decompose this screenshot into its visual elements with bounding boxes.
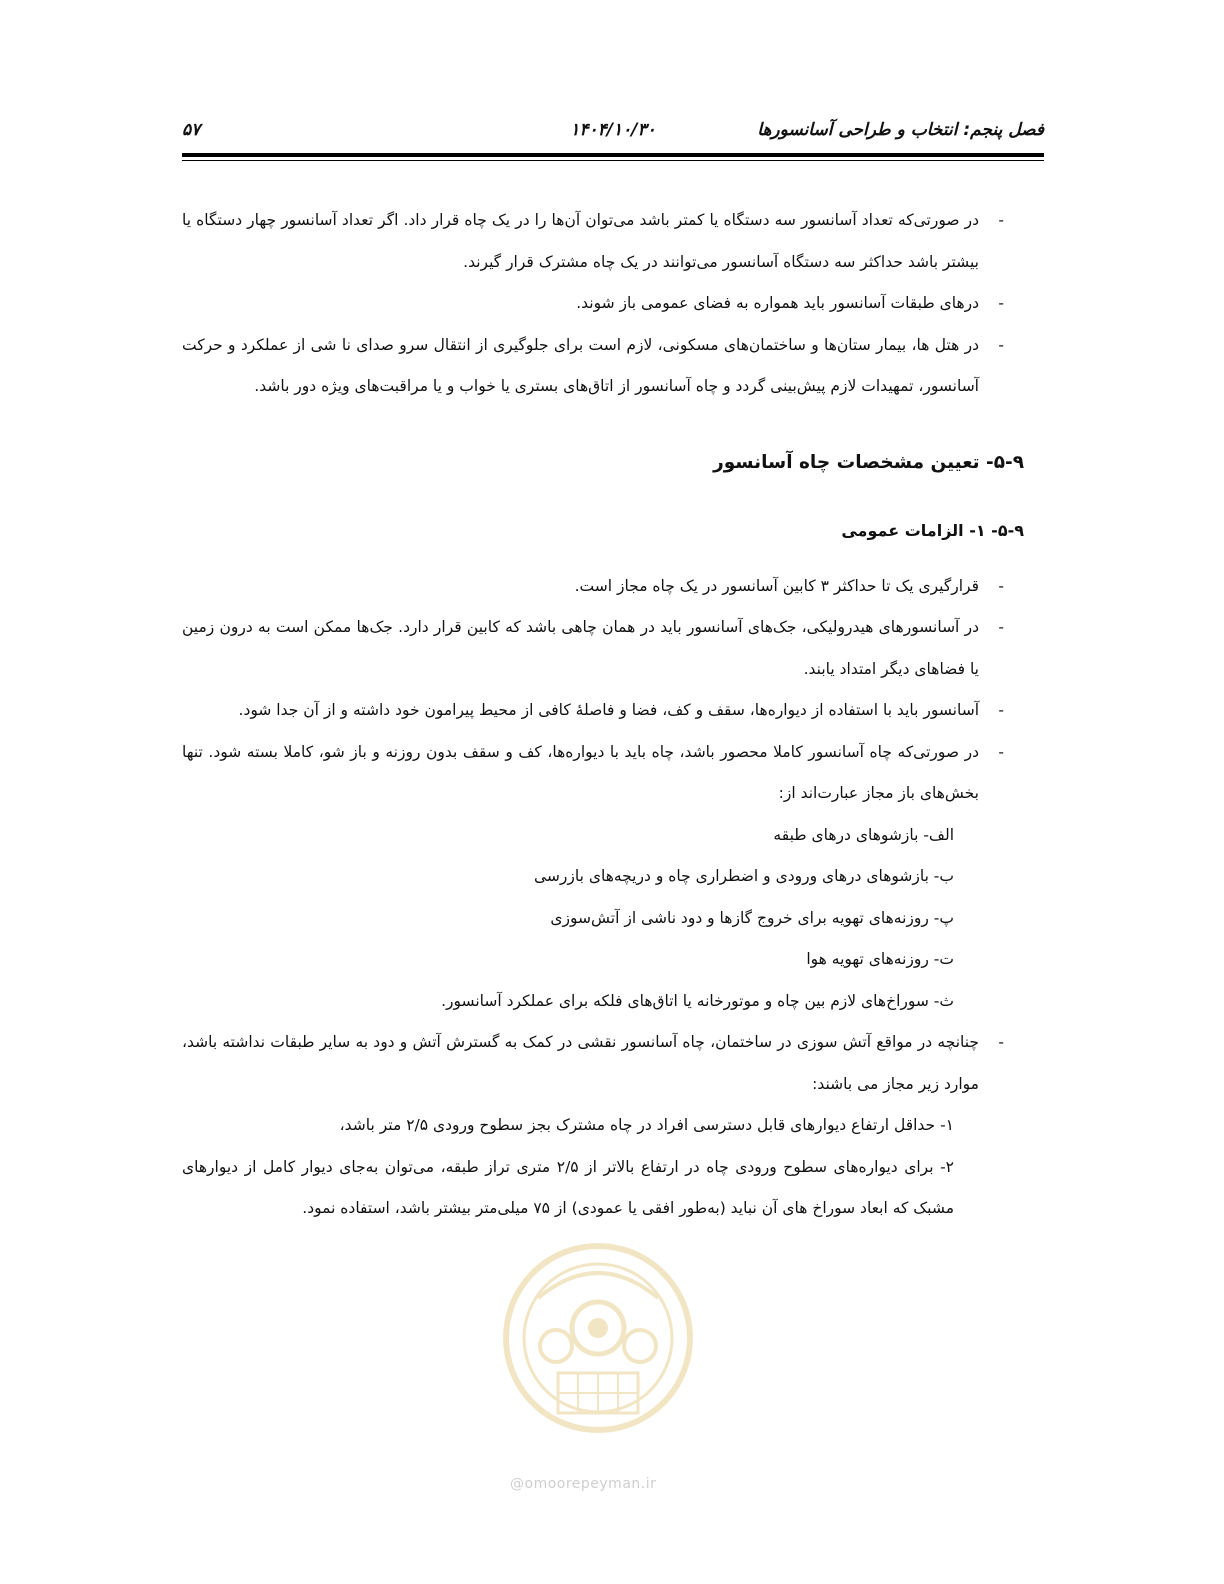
page-number: ۵۷ — [182, 120, 201, 140]
page-header — [182, 120, 1044, 150]
bullet-dash: - — [998, 211, 1004, 229]
section-heading: ۵-۹- تعیین مشخصات چاه آسانسور — [713, 451, 1024, 473]
list-item-text: در صورتی‌که چاه آسانسور کاملا محصور باشد، چاه باید با دیواره‌ها، کف و سقف بدون روزنه و باز شو، کاملا بسته شود. تنها بخش‌های باز مجاز عبارت‌اند از: — [182, 742, 979, 802]
list-item — [182, 607, 1024, 690]
list-item-text: درهای طبقات آسانسور باید همواره به فضای عمومی باز شوند. — [576, 294, 979, 312]
list-item — [182, 325, 1024, 408]
bullet-dash: - — [998, 294, 1004, 312]
header-rule-thick — [182, 153, 1044, 157]
opening-item: ث- سوراخ‌های لازم بین چاه و موتورخانه یا اتاق‌های فلکه برای عملکرد آسانسور. — [441, 991, 954, 1010]
bullet-dash: - — [998, 742, 1004, 761]
list-item — [182, 283, 1024, 325]
bullet-dash: - — [998, 576, 1004, 595]
list-item-text: در هتل ها، بیمار ستان‌ها و ساختمان‌های مسکونی، لازم است برای جلوگیری از انتقال سرو صدای نا شی از عملکرد و حرکت آسانسور، تمهیدات لازم پیش‌بینی گردد و چاه آسانسور از اتاق‌های بستری یا خواب و یا مراقبت‌های ویژه دور باشد. — [182, 335, 979, 395]
list-item-text: در آسانسورهای هیدرولیکی، جک‌های آسانسور باید در همان چاهی باشد که کابین قرار دارد. جک‌ها ممکن است به درون زمین یا فضاهای دیگر امتداد یابند. — [182, 618, 979, 678]
list-item-text: آسانسور باید با استفاده از دیواره‌ها، سقف و کف، فضا و فاصلهٔ کافی از محیط پیرامون خود داشته و از آن جدا شود. — [238, 701, 979, 719]
numbered-subitem: ۱- حداقل ارتفاع دیوارهای قابل دسترسی افراد در چاه مشترک بجز سطوح ورودی ۲/۵ متر باشد، — [339, 1116, 954, 1134]
section-gap — [182, 408, 1024, 448]
watermark-logo-icon — [498, 1228, 698, 1448]
list-item — [182, 566, 1024, 608]
numbered-subitem: ۲- برای دیواره‌های سطوح ورودی چاه در ارتفاع بالاتر از ۲/۵ متری تراز طبقه، می‌توان به‌جای دیوار کامل از دیوارهای مشبک که ابعاد سوراخ های آن نباید (به‌طور افقی یا عمودی) از ۷۵ میلی‌متر بیشتر باشد، استفاده نمود. — [182, 1157, 954, 1217]
opening-item: الف- بازشوهای درهای طبقه — [773, 825, 954, 844]
list-item-text: چنانچه در مواقع آتش سوزی در ساختمان، چاه آسانسور نقشی در کمک به گسترش آتش و دود به سایر طبقات نداشته باشد، موارد زیر مجاز می باشند: — [182, 1033, 979, 1093]
opening-item: ب- بازشوهای درهای ورودی و اضطراری چاه و دریچه‌های بازرسی — [534, 867, 954, 885]
header-rule-thin — [182, 160, 1044, 161]
bullet-dash: - — [998, 618, 1004, 636]
page-content — [182, 200, 1024, 1230]
list-item — [182, 200, 1024, 283]
list-item — [182, 732, 1024, 815]
list-item-text: در صورتی‌که تعداد آسانسور سه دستگاه یا کمتر باشد می‌توان آن‌ها را در یک چاه قرار داد. اگر تعداد آسانسور چهار دستگاه یا بیشتر باشد حداکثر سه دستگاه آسانسور می‌توانند در یک چاه مشترک قرار گیرند. — [182, 211, 979, 271]
bullet-dash: - — [998, 335, 1004, 354]
bullet-dash: - — [998, 701, 1004, 719]
list-item — [182, 1022, 1024, 1105]
list-item-text: قرارگیری یک تا حداکثر ۳ کابین آسانسور در یک چاه مجاز است. — [574, 576, 979, 595]
opening-item: پ- روزنه‌های تهویه برای خروج گازها و دود ناشی از آتش‌سوزی — [550, 908, 954, 927]
subsection-heading: ۵-۹- ۱- الزامات عمومی — [841, 520, 1024, 540]
watermark-url: @omoorepeyman.ir — [510, 1476, 657, 1492]
bullet-dash: - — [998, 1033, 1004, 1051]
header-date: ۱۴۰۴/۱۰/۳۰ — [570, 120, 656, 140]
chapter-title: فصل پنجم: انتخاب و طراحی آسانسورها — [757, 120, 1044, 140]
list-item — [182, 690, 1024, 732]
opening-item: ت- روزنه‌های تهویه هوا — [806, 950, 954, 968]
